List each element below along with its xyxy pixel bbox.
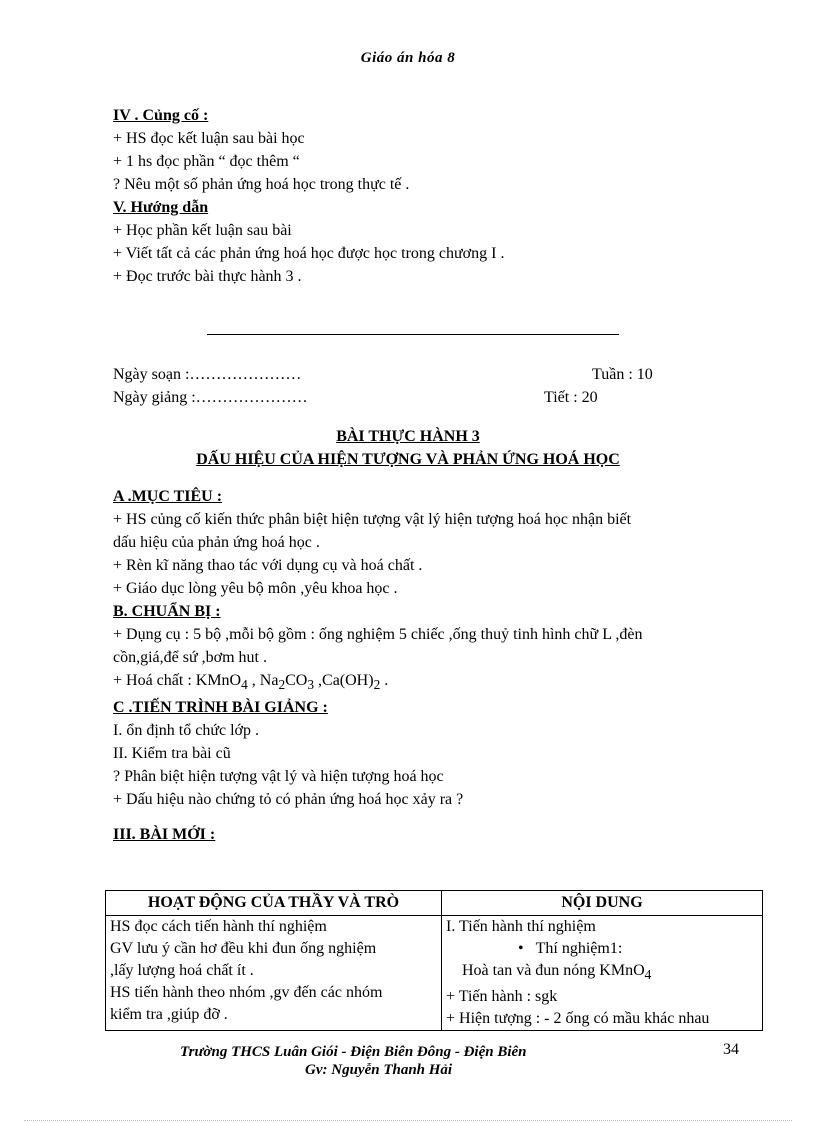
section-a-heading: A .MỤC TIÊU : xyxy=(113,488,223,505)
page-number: 34 xyxy=(723,1041,739,1058)
section-b-line: + Dụng cụ : 5 bộ ,mỗi bộ gồm : ống nghiệm 5 chiếc ,ống thuỷ tinh hình chữ L ,đèn xyxy=(113,626,643,643)
page-footer xyxy=(180,1043,527,1079)
section-c-heading: C .TIẾN TRÌNH BÀI GIẢNG : xyxy=(113,699,328,717)
activity-line: HS đọc cách tiến hành thí nghiệm xyxy=(110,918,327,935)
chem-text: CO xyxy=(285,672,308,689)
section-v-line: + Viết tất cả các phản ứng hoá học được học trong chương I . xyxy=(113,245,505,262)
section-a-line: dấu hiệu của phản ứng hoá học . xyxy=(113,534,320,551)
footer-teacher: Gv: Nguyễn Thanh Hải xyxy=(305,1062,453,1078)
ngay-giang: Ngày giảng :………………… xyxy=(113,389,308,406)
table-row xyxy=(106,916,763,1031)
chem-subscript: 4 xyxy=(241,677,248,693)
section-v-heading: V. Hướng dẫn xyxy=(113,199,209,216)
main-content xyxy=(113,104,773,846)
activity-line: HS tiến hành theo nhóm ,gv đến các nhóm xyxy=(110,984,383,1001)
date-row-giang xyxy=(113,386,773,409)
page-header: Giáo án hóa 8 xyxy=(360,50,456,66)
activity-table xyxy=(105,890,763,1031)
content-cell xyxy=(442,916,763,1031)
content-text: Hoà tan và đun nóng KMnO xyxy=(462,962,645,979)
chem-subscript: 4 xyxy=(644,967,652,983)
content-line: + Hiện tượng : - 2 ống có mầu khác nhau xyxy=(446,1010,710,1028)
section-b-line: cồn,giá,để sứ ,bơm hut . xyxy=(113,649,267,666)
section-iv-heading: IV . Củng cố : xyxy=(113,107,209,124)
activity-line: ,lấy lượng hoá chất ít . xyxy=(110,962,254,979)
bullet-icon: • xyxy=(518,940,536,957)
content-line: + Tiến hành : sgk xyxy=(446,988,558,1006)
content-bullet xyxy=(446,938,758,960)
section-b-heading: B. CHUẨN BỊ : xyxy=(113,603,221,620)
activity-line: kiểm tra ,giúp đỡ . xyxy=(110,1006,228,1023)
chem-subscript: 2 xyxy=(278,677,286,693)
chem-prefix: + Hoá chất : KMnO xyxy=(113,672,242,689)
section-iv-line: + HS đọc kết luận sau bài học xyxy=(113,130,305,147)
table-header-row xyxy=(106,891,763,916)
section-a-line: + Giáo dục lòng yêu bộ môn ,yêu khoa học . xyxy=(113,580,398,597)
section-iii-heading: III. BÀI MỚI : xyxy=(113,826,216,844)
lesson-title: BÀI THỰC HÀNH 3 xyxy=(336,428,480,445)
ngay-soan: Ngày soạn :………………… xyxy=(113,366,302,383)
chem-text: ,Ca(OH) xyxy=(314,672,374,689)
section-c-line: I. ổn định tổ chức lớp . xyxy=(113,722,259,740)
chem-subscript: 3 xyxy=(307,677,315,693)
tuan: Tuần : 10 xyxy=(592,366,653,383)
section-iv-line: ? Nêu một số phản ứng hoá học trong thực tế . xyxy=(113,176,410,193)
content-line xyxy=(446,960,758,986)
section-c-line: II. Kiểm tra bài cũ xyxy=(113,745,231,763)
chem-subscript: 2 xyxy=(373,677,381,693)
chemicals-line xyxy=(113,669,773,696)
lesson-subtitle: DẤU HIỆU CỦA HIỆN TƯỢNG VÀ PHẢN ỨNG HOÁ HỌC xyxy=(196,451,620,468)
content-line: I. Tiến hành thí nghiệm xyxy=(446,918,596,935)
bottom-dotted-line xyxy=(24,1120,792,1121)
table-header-activity: HOẠT ĐỘNG CỦA THẦY VÀ TRÒ xyxy=(106,891,442,916)
section-a-line: + Rèn kĩ năng thao tác với dụng cụ và hoá chất . xyxy=(113,557,423,574)
section-iv-line: + 1 hs đọc phần “ đọc thêm “ xyxy=(113,153,300,170)
section-c-line: ? Phân biệt hiện tượng vật lý và hiện tượng hoá học xyxy=(113,768,444,786)
chem-text: . xyxy=(380,672,389,689)
table-header-content: NỘI DUNG xyxy=(442,891,763,916)
activity-line: GV lưu ý cần hơ đều khi đun ống nghiệm xyxy=(110,940,377,957)
date-row-soan xyxy=(113,363,773,386)
bullet-text: Thí nghiệm1: xyxy=(535,940,623,957)
section-c-line: + Dấu hiệu nào chứng tỏ có phản ứng hoá học xảy ra ? xyxy=(113,791,464,809)
chem-text: , Na xyxy=(247,672,279,689)
activity-cell xyxy=(106,916,442,1031)
section-a-line: + HS củng cố kiến thức phân biệt hiện tượng vật lý hiện tượng hoá học nhận biết xyxy=(113,511,632,528)
tiet: Tiết : 20 xyxy=(544,389,598,406)
section-v-line: + Học phần kết luận sau bài xyxy=(113,222,292,239)
section-v-line: + Đọc trước bài thực hành 3 . xyxy=(113,268,302,285)
footer-school: Trường THCS Luân Giói - Điện Biên Đông - Điện Biên xyxy=(180,1044,527,1060)
